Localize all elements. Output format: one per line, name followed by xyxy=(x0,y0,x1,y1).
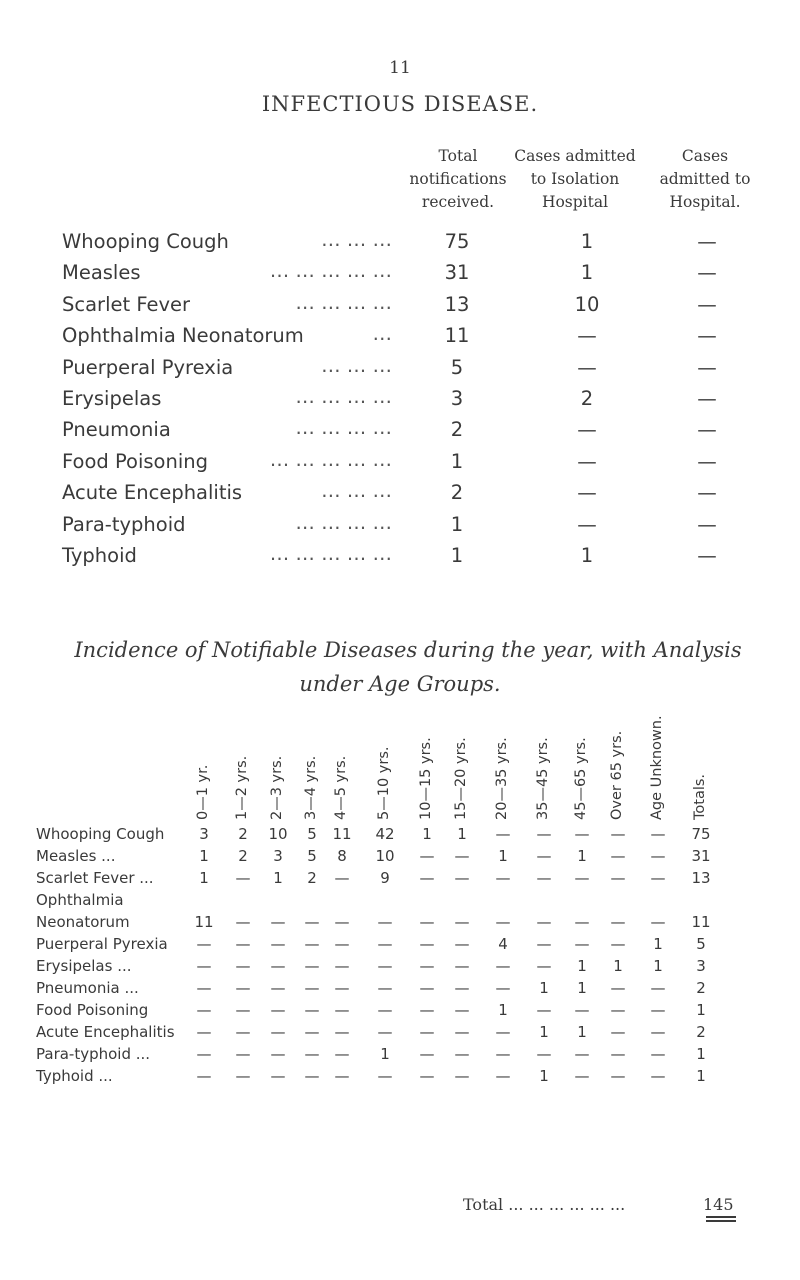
disease-name: Food Poisoning xyxy=(62,449,208,473)
age-group-header xyxy=(452,700,472,820)
age-table-cell: — xyxy=(650,1067,666,1085)
age-table-cell: — xyxy=(377,1067,393,1085)
age-table-cell: 1 xyxy=(613,957,623,975)
age-table-cell: — xyxy=(304,1045,320,1063)
age-table-cell: 4 xyxy=(498,935,508,953)
age-table-cell: — xyxy=(650,1023,666,1041)
age-table-disease: Ophthalmia Neonatorum xyxy=(36,891,130,931)
age-table-cell: — xyxy=(574,825,590,843)
age-table-cell: — xyxy=(536,869,552,887)
dot-leader: … … … … xyxy=(295,384,392,408)
age-table-cell: — xyxy=(454,1023,470,1041)
page-number: 11 xyxy=(389,58,411,78)
summary-cell-isolation: — xyxy=(577,512,597,536)
age-table-cell: — xyxy=(377,935,393,953)
page-title: INFECTIOUS DISEASE. xyxy=(261,92,539,116)
disease-name: Acute Encephalitis xyxy=(62,481,243,505)
age-table-cell: — xyxy=(574,1067,590,1085)
age-table-cell: — xyxy=(536,913,552,931)
age-table-cell: 2 xyxy=(307,869,317,887)
header-line: Hospital. xyxy=(669,193,741,211)
age-group-header xyxy=(194,700,214,820)
dot-leader: … xyxy=(372,322,392,346)
summary-cell-isolation: 1 xyxy=(580,261,594,285)
age-table-disease: Typhoid ... xyxy=(36,1067,113,1085)
summary-cell-isolation: — xyxy=(577,418,597,442)
age-group-label: 4—5 yrs. xyxy=(333,755,349,820)
age-table-disease: Scarlet Fever ... xyxy=(36,869,154,887)
age-table-cell: — xyxy=(574,935,590,953)
age-table-cell: — xyxy=(454,1067,470,1085)
age-table-cell: — xyxy=(377,913,393,931)
age-table-cell: — xyxy=(610,825,626,843)
age-group-label: 45—65 yrs. xyxy=(573,737,589,820)
dot-leader: … … … xyxy=(321,479,392,503)
age-table-cell: 1 xyxy=(498,1001,508,1019)
dot-leader: … … … … xyxy=(295,290,392,314)
dot-leader: … … … … xyxy=(295,510,392,534)
age-table-disease: Pneumonia ... xyxy=(36,979,139,997)
summary-row xyxy=(62,290,762,324)
age-table-cell: — xyxy=(419,957,435,975)
age-group-label: 3—4 yrs. xyxy=(303,755,319,820)
age-group-header xyxy=(417,700,437,820)
age-table-cell: 2 xyxy=(696,1023,706,1041)
age-table-cell: — xyxy=(495,979,511,997)
age-group-header xyxy=(648,700,668,820)
age-table-cell: — xyxy=(270,1067,286,1085)
age-table-cell: 5 xyxy=(307,825,317,843)
age-table-cell: — xyxy=(650,979,666,997)
age-table-cell: — xyxy=(377,957,393,975)
age-table-cell: — xyxy=(235,1001,251,1019)
age-table-cell: 5 xyxy=(696,935,706,953)
age-table-cell: — xyxy=(495,825,511,843)
age-table-cell: — xyxy=(270,913,286,931)
age-table-cell: — xyxy=(454,847,470,865)
summary-cell-total: 1 xyxy=(450,543,464,567)
incidence-caption: Incidence of Notifiable Diseases during the year, with Analysis xyxy=(74,638,742,662)
age-table-cell: — xyxy=(196,957,212,975)
summary-cell-hospital: — xyxy=(697,386,717,410)
age-group-header xyxy=(608,700,628,820)
dot-leader: … … … … xyxy=(295,416,392,440)
age-table-cell: — xyxy=(574,1045,590,1063)
header-line: notifications xyxy=(409,170,507,188)
summary-cell-hospital: — xyxy=(697,449,717,473)
age-group-label: 15—20 yrs. xyxy=(453,737,469,820)
age-table-cell: — xyxy=(536,847,552,865)
age-table-cell: 1 xyxy=(577,979,587,997)
summary-cell-hospital: — xyxy=(697,543,717,567)
age-table-cell: 11 xyxy=(691,913,711,931)
age-table-cell: — xyxy=(377,1023,393,1041)
age-table-row xyxy=(36,1065,756,1087)
summary-cell-total: 13 xyxy=(444,292,470,316)
age-group-label: 1—2 yrs. xyxy=(234,755,250,820)
age-table-cell: 1 xyxy=(199,869,209,887)
age-table-cell: — xyxy=(419,1067,435,1085)
age-table-cell: 1 xyxy=(653,957,663,975)
age-group-header xyxy=(534,700,554,820)
age-table-cell: — xyxy=(610,847,626,865)
age-table-cell: — xyxy=(334,935,350,953)
age-group-label: Over 65 yrs. xyxy=(609,730,625,820)
age-table-cell: 3 xyxy=(199,825,209,843)
summary-cell-hospital: — xyxy=(697,418,717,442)
age-table xyxy=(36,823,756,1087)
age-table-cell: — xyxy=(454,1045,470,1063)
summary-cell-total: 31 xyxy=(444,261,470,285)
age-table-cell: — xyxy=(650,869,666,887)
age-table-cell: — xyxy=(610,1067,626,1085)
dot-leader: … … … … … xyxy=(269,259,392,283)
age-table-cell: — xyxy=(495,869,511,887)
age-table-row xyxy=(36,999,756,1021)
age-table-cell: 13 xyxy=(691,869,711,887)
age-table-cell: — xyxy=(610,1045,626,1063)
age-table-cell: — xyxy=(495,957,511,975)
summary-cell-hospital: — xyxy=(697,512,717,536)
age-table-cell: 2 xyxy=(696,979,706,997)
age-table-cell: — xyxy=(270,1045,286,1063)
summary-row xyxy=(62,541,762,575)
summary-cell-total: 75 xyxy=(444,230,470,253)
age-group-header xyxy=(493,700,513,820)
summary-row xyxy=(62,384,762,418)
age-table-cell: — xyxy=(574,1001,590,1019)
age-table-cell: — xyxy=(454,869,470,887)
dot-leader: … … … … … xyxy=(269,447,392,471)
age-table-cell: — xyxy=(610,979,626,997)
age-table-disease: Measles ... xyxy=(36,847,116,865)
age-table-cell: — xyxy=(574,869,590,887)
age-group-label: 2—3 yrs. xyxy=(269,755,285,820)
age-table-row xyxy=(36,889,756,933)
age-table-cell: — xyxy=(454,935,470,953)
age-table-cell: — xyxy=(495,913,511,931)
age-table-cell: — xyxy=(196,1023,212,1041)
disease-name: Puerperal Pyrexia xyxy=(62,355,234,379)
age-table-cell: — xyxy=(454,1001,470,1019)
summary-cell-total: 1 xyxy=(450,512,464,536)
header-line: Hospital xyxy=(541,193,609,211)
age-table-cell: 3 xyxy=(696,957,706,975)
age-table-cell: — xyxy=(334,957,350,975)
age-table-cell: — xyxy=(196,1067,212,1085)
age-table-disease: Erysipelas ... xyxy=(36,957,132,975)
age-group-header xyxy=(268,700,288,820)
age-table-cell: 1 xyxy=(653,935,663,953)
age-table-cell: — xyxy=(536,825,552,843)
age-table-cell: 1 xyxy=(539,1023,549,1041)
age-table-cell: — xyxy=(419,847,435,865)
age-group-label: 5—10 yrs. xyxy=(376,746,392,820)
age-table-cell: — xyxy=(536,1045,552,1063)
age-table-cell: 8 xyxy=(337,847,347,865)
age-table-cell: — xyxy=(419,1023,435,1041)
age-table-cell: — xyxy=(334,913,350,931)
age-table-row xyxy=(36,823,756,845)
age-table-cell: — xyxy=(334,1001,350,1019)
summary-cell-isolation: — xyxy=(577,449,597,473)
age-table-cell: 11 xyxy=(332,825,352,843)
summary-cell-total: 3 xyxy=(450,386,464,410)
age-table-cell: — xyxy=(650,1045,666,1063)
dot-leader: … … … xyxy=(321,353,392,377)
disease-name: Erysipelas xyxy=(62,386,162,410)
summary-cell-total: 1 xyxy=(450,449,464,473)
age-table-cell: — xyxy=(650,825,666,843)
age-table-row xyxy=(36,867,756,889)
disease-name: Typhoid xyxy=(62,543,137,567)
age-table-row xyxy=(36,845,756,867)
summary-row xyxy=(62,510,762,544)
summary-cell-hospital: — xyxy=(697,355,717,379)
disease-name: Scarlet Fever xyxy=(62,292,191,316)
header-line: Cases xyxy=(681,147,729,165)
age-table-cell: — xyxy=(495,1045,511,1063)
summary-row xyxy=(62,353,762,387)
age-table-cell: — xyxy=(235,1067,251,1085)
age-table-cell: — xyxy=(419,1001,435,1019)
age-table-cell: 11 xyxy=(194,913,214,931)
age-table-row xyxy=(36,1021,756,1043)
grand-total-label: Total ... ... ... ... ... ... xyxy=(463,1195,626,1214)
summary-cell-hospital: — xyxy=(697,292,717,316)
age-table-cell: — xyxy=(419,935,435,953)
disease-name: Whooping Cough xyxy=(62,230,229,253)
summary-table xyxy=(62,230,762,575)
disease-name: Measles xyxy=(62,261,141,285)
age-table-cell: — xyxy=(334,1045,350,1063)
age-table-cell: — xyxy=(270,1001,286,1019)
age-table-row xyxy=(36,1043,756,1065)
summary-cell-hospital: — xyxy=(697,230,717,253)
age-table-cell: 10 xyxy=(268,825,288,843)
age-group-label: 20—35 yrs. xyxy=(494,737,510,820)
age-group-label: 10—15 yrs. xyxy=(418,737,434,820)
age-table-cell: 2 xyxy=(238,847,248,865)
age-table-cell: 1 xyxy=(577,1023,587,1041)
age-table-cell: — xyxy=(235,957,251,975)
age-table-cell: 1 xyxy=(577,847,587,865)
age-table-cell: 42 xyxy=(375,825,395,843)
header-line: Total xyxy=(438,147,478,165)
age-table-cell: — xyxy=(304,1067,320,1085)
age-table-cell: 2 xyxy=(238,825,248,843)
age-table-cell: — xyxy=(610,869,626,887)
age-table-cell: — xyxy=(650,913,666,931)
age-table-cell: 1 xyxy=(696,1067,706,1085)
header-line: to Isolation xyxy=(530,170,620,188)
age-table-cell: — xyxy=(304,979,320,997)
age-table-cell: — xyxy=(377,979,393,997)
age-table-cell: — xyxy=(235,913,251,931)
age-table-cell: — xyxy=(235,935,251,953)
age-group-label: Age Unknown. xyxy=(649,715,665,820)
summary-cell-hospital: — xyxy=(697,481,717,505)
age-group-header xyxy=(691,700,711,820)
age-table-cell: — xyxy=(574,913,590,931)
age-table-cell: — xyxy=(235,1045,251,1063)
header-line: received. xyxy=(421,193,495,211)
age-table-row xyxy=(36,955,756,977)
header-isolation-hospital xyxy=(500,145,650,214)
age-table-cell: — xyxy=(196,979,212,997)
age-group-header xyxy=(233,700,253,820)
age-table-cell: — xyxy=(304,1023,320,1041)
age-table-cell: 10 xyxy=(375,847,395,865)
age-table-cell: — xyxy=(650,847,666,865)
age-table-cell: — xyxy=(454,913,470,931)
age-table-cell: 5 xyxy=(307,847,317,865)
age-group-header xyxy=(572,700,592,820)
age-table-cell: — xyxy=(536,957,552,975)
age-table-row xyxy=(36,977,756,999)
age-table-cell: — xyxy=(270,957,286,975)
age-table-cell: — xyxy=(334,979,350,997)
incidence-subcaption: under Age Groups. xyxy=(299,672,501,696)
age-table-cell: — xyxy=(377,1001,393,1019)
age-table-cell: — xyxy=(610,1023,626,1041)
age-table-cell: — xyxy=(304,1001,320,1019)
age-table-cell: 1 xyxy=(422,825,432,843)
age-table-cell: — xyxy=(235,1023,251,1041)
age-table-cell: — xyxy=(454,957,470,975)
age-table-cell: 1 xyxy=(539,1067,549,1085)
age-table-cell: 1 xyxy=(498,847,508,865)
age-table-cell: — xyxy=(304,957,320,975)
age-table-cell: — xyxy=(270,979,286,997)
age-group-header xyxy=(375,700,395,820)
age-table-disease: Whooping Cough xyxy=(36,825,165,843)
age-table-cell: — xyxy=(334,869,350,887)
summary-cell-total: 2 xyxy=(450,481,464,505)
age-table-cell: 3 xyxy=(273,847,283,865)
summary-row xyxy=(62,324,762,355)
age-table-cell: — xyxy=(196,1045,212,1063)
total-rule xyxy=(706,1220,736,1222)
header-line: Cases admitted xyxy=(514,147,636,165)
age-table-cell: 1 xyxy=(539,979,549,997)
age-table-cell: — xyxy=(454,979,470,997)
total-rule xyxy=(706,1216,736,1218)
header-line: admitted to xyxy=(659,170,751,188)
header-admitted-hospital xyxy=(630,145,780,214)
age-group-header xyxy=(302,700,322,820)
summary-row xyxy=(62,481,762,512)
age-table-cell: — xyxy=(610,935,626,953)
age-table-cell: 1 xyxy=(457,825,467,843)
age-table-cell: — xyxy=(196,935,212,953)
age-table-cell: — xyxy=(610,913,626,931)
summary-cell-total: 11 xyxy=(444,324,470,348)
grand-total-value: 145 xyxy=(703,1195,734,1214)
age-table-cell: — xyxy=(304,913,320,931)
age-table-cell: — xyxy=(419,913,435,931)
age-table-cell: — xyxy=(270,935,286,953)
age-group-header xyxy=(332,700,352,820)
summary-cell-hospital: — xyxy=(697,261,717,285)
age-table-cell: — xyxy=(196,1001,212,1019)
age-table-disease: Puerperal Pyrexia xyxy=(36,935,168,953)
age-table-cell: — xyxy=(536,1001,552,1019)
summary-row xyxy=(62,418,762,449)
age-table-cell: — xyxy=(495,1067,511,1085)
summary-cell-isolation: 1 xyxy=(580,230,594,253)
disease-name: Pneumonia xyxy=(62,418,171,442)
age-table-cell: — xyxy=(419,1045,435,1063)
age-table-cell: 1 xyxy=(380,1045,390,1063)
age-table-cell: 75 xyxy=(691,825,711,843)
age-table-cell: 31 xyxy=(691,847,711,865)
age-table-cell: — xyxy=(610,1001,626,1019)
summary-cell-hospital: — xyxy=(697,324,717,348)
summary-row xyxy=(62,261,762,292)
disease-name: Para-typhoid xyxy=(62,512,186,536)
age-table-cell: — xyxy=(419,979,435,997)
age-table-disease: Acute Encephalitis xyxy=(36,1023,175,1041)
age-table-cell: 1 xyxy=(696,1045,706,1063)
age-table-cell: 1 xyxy=(273,869,283,887)
age-table-cell: — xyxy=(334,1067,350,1085)
age-table-row xyxy=(36,933,756,955)
summary-cell-isolation: — xyxy=(577,324,597,348)
age-table-cell: — xyxy=(304,935,320,953)
age-table-cell: — xyxy=(270,1023,286,1041)
age-table-cell: — xyxy=(536,935,552,953)
dot-leader: … … … xyxy=(321,228,392,251)
age-table-cell: 1 xyxy=(199,847,209,865)
summary-cell-isolation: 10 xyxy=(574,292,600,316)
summary-cell-isolation: 1 xyxy=(580,543,594,567)
summary-row xyxy=(62,230,762,261)
summary-row xyxy=(62,447,762,481)
summary-cell-isolation: — xyxy=(577,481,597,505)
summary-cell-total: 5 xyxy=(450,355,464,379)
disease-name: Ophthalmia Neonatorum xyxy=(62,324,304,348)
dot-leader: … … … … … xyxy=(269,541,392,565)
summary-cell-isolation: 2 xyxy=(580,386,594,410)
age-table-cell: — xyxy=(235,869,251,887)
age-table-disease: Para-typhoid ... xyxy=(36,1045,151,1063)
age-group-label: 35—45 yrs. xyxy=(535,737,551,820)
summary-cell-total: 2 xyxy=(450,418,464,442)
age-table-cell: — xyxy=(235,979,251,997)
age-table-cell: — xyxy=(650,1001,666,1019)
age-table-cell: — xyxy=(334,1023,350,1041)
age-table-disease: Food Poisoning xyxy=(36,1001,149,1019)
age-group-label: Totals. xyxy=(692,773,708,820)
summary-cell-isolation: — xyxy=(577,355,597,379)
age-table-cell: — xyxy=(419,869,435,887)
age-table-cell: 9 xyxy=(380,869,390,887)
age-group-label: 0—1 yr. xyxy=(195,764,211,820)
age-table-cell: 1 xyxy=(696,1001,706,1019)
age-table-cell: 1 xyxy=(577,957,587,975)
age-table-cell: — xyxy=(495,1023,511,1041)
